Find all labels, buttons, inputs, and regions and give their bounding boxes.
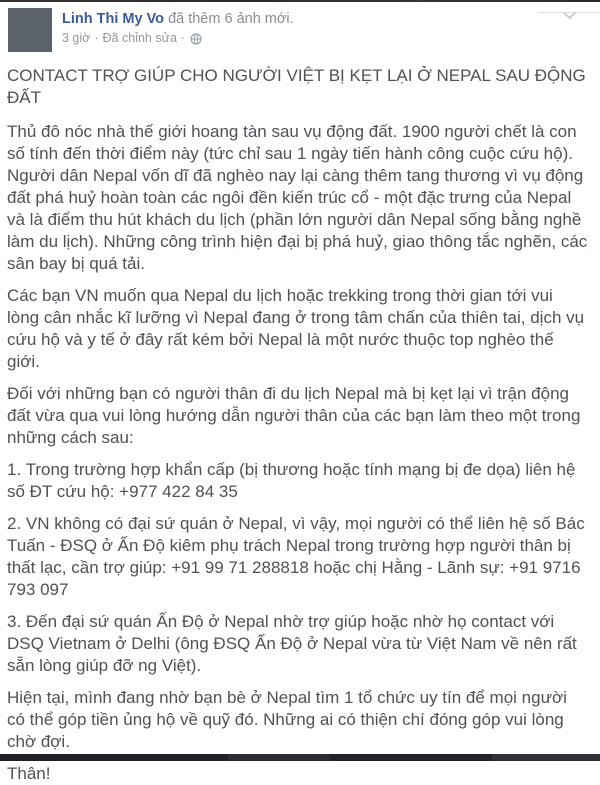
post-meta bbox=[62, 31, 294, 46]
avatar[interactable] bbox=[8, 8, 52, 52]
post-paragraph: Các bạn VN muốn qua Nepal du lịch hoặc trekking trong thời gian tới vui lòng cân nhắc kĩ lưỡng vì Nepal đang ở trong tâm chấn của thiên tai, dịch vụ cứu hộ và y tế ở đây rất kém bởi Nepal là một nước thuộc top nghèo thế giới. bbox=[7, 286, 585, 371]
author-line bbox=[62, 10, 294, 28]
edited-label[interactable]: Đã chỉnh sửa bbox=[102, 31, 177, 45]
post-paragraph: Hiện tại, mình đang nhờ bạn bè ở Nepal tìm 1 tổ chức uy tín để mọi người có thể góp tiền ủng hộ về quỹ đó. Những ai có thiện chí đóng góp vui lòng chờ đợi. bbox=[7, 688, 567, 751]
photo-strip-top-edge[interactable] bbox=[0, 754, 600, 761]
post-paragraph: 1. Trong trường hợp khẩn cấp (bị thương hoặc tính mạng bị đe dọa) liên hệ số ĐT cứu hộ: +977 422 84 35 bbox=[7, 460, 576, 501]
post-paragraph: 2. VN không có đại sứ quán ở Nepal, vì vậy, mọi người có thể liên hệ số Bác Tuấn - ĐSQ ở Ấn Độ kiêm phụ trách Nepal trong trường hợp người thân bị thất lạc, cần trợ giúp: +91 99 71 288818 hoặc chị Hằng - Lãnh sự: +91 9716 793 097 bbox=[7, 514, 585, 599]
post-action-text: đã thêm 6 ảnh mới. bbox=[168, 11, 294, 27]
meta-separator: · bbox=[94, 31, 99, 45]
post-content bbox=[0, 52, 600, 785]
post-paragraph: 3. Đến đại sứ quán Ấn Độ ở Nepal nhờ trợ giúp hoặc nhờ họ contact với DSQ Vietnam ở Delhi (ông ĐSQ Ấn Độ ở Nepal vừa từ Việt Nam về nên rất sẵn lòng giúp đỡ ng Việt). bbox=[7, 612, 577, 675]
author-link[interactable]: Linh Thi My Vo bbox=[62, 11, 165, 27]
globe-icon bbox=[190, 33, 202, 45]
header-text bbox=[62, 8, 294, 46]
timestamp-link[interactable]: 3 giờ bbox=[62, 31, 91, 45]
post-title: CONTACT TRỢ GIÚP CHO NGƯỜI VIỆT BỊ KẸT LẠI Ở NEPAL SAU ĐỘNG ĐẤT bbox=[7, 66, 586, 107]
meta-separator: · bbox=[180, 31, 186, 45]
post-header bbox=[0, 0, 600, 52]
post-signoff: Thân! bbox=[7, 764, 51, 783]
post-paragraph: Đối với những bạn có người thân đi du lịch Nepal mà bị kẹt lại vì trận động đất vừa qua vui lòng hướng dẫn người thân của các bạn làm theo một trong những cách sau: bbox=[7, 384, 581, 447]
chevron-down-icon[interactable] bbox=[560, 9, 579, 22]
post-paragraph: Thủ đô nóc nhà thế giới hoang tàn sau vụ động đất. 1900 người chết là con số tính đến thời điểm này (tức chỉ sau 1 ngày tiến hành công cuộc cứu hộ). Người dân Nepal vốn dĩ đã nghèo nay lại càng thêm tang thương vì vụ động đất phá huỷ hoàn toàn các ngôi đền kiến trúc cổ - một đặc trưng của Nepal và là điểm thu hút khách du lịch (phần lớn người dân Nepal sống bằng nghề làm du lịch). Những công trình hiện đại bị phá huỷ, giao thông tắc nghẽn, các sân bay bị quá tải. bbox=[7, 122, 588, 273]
